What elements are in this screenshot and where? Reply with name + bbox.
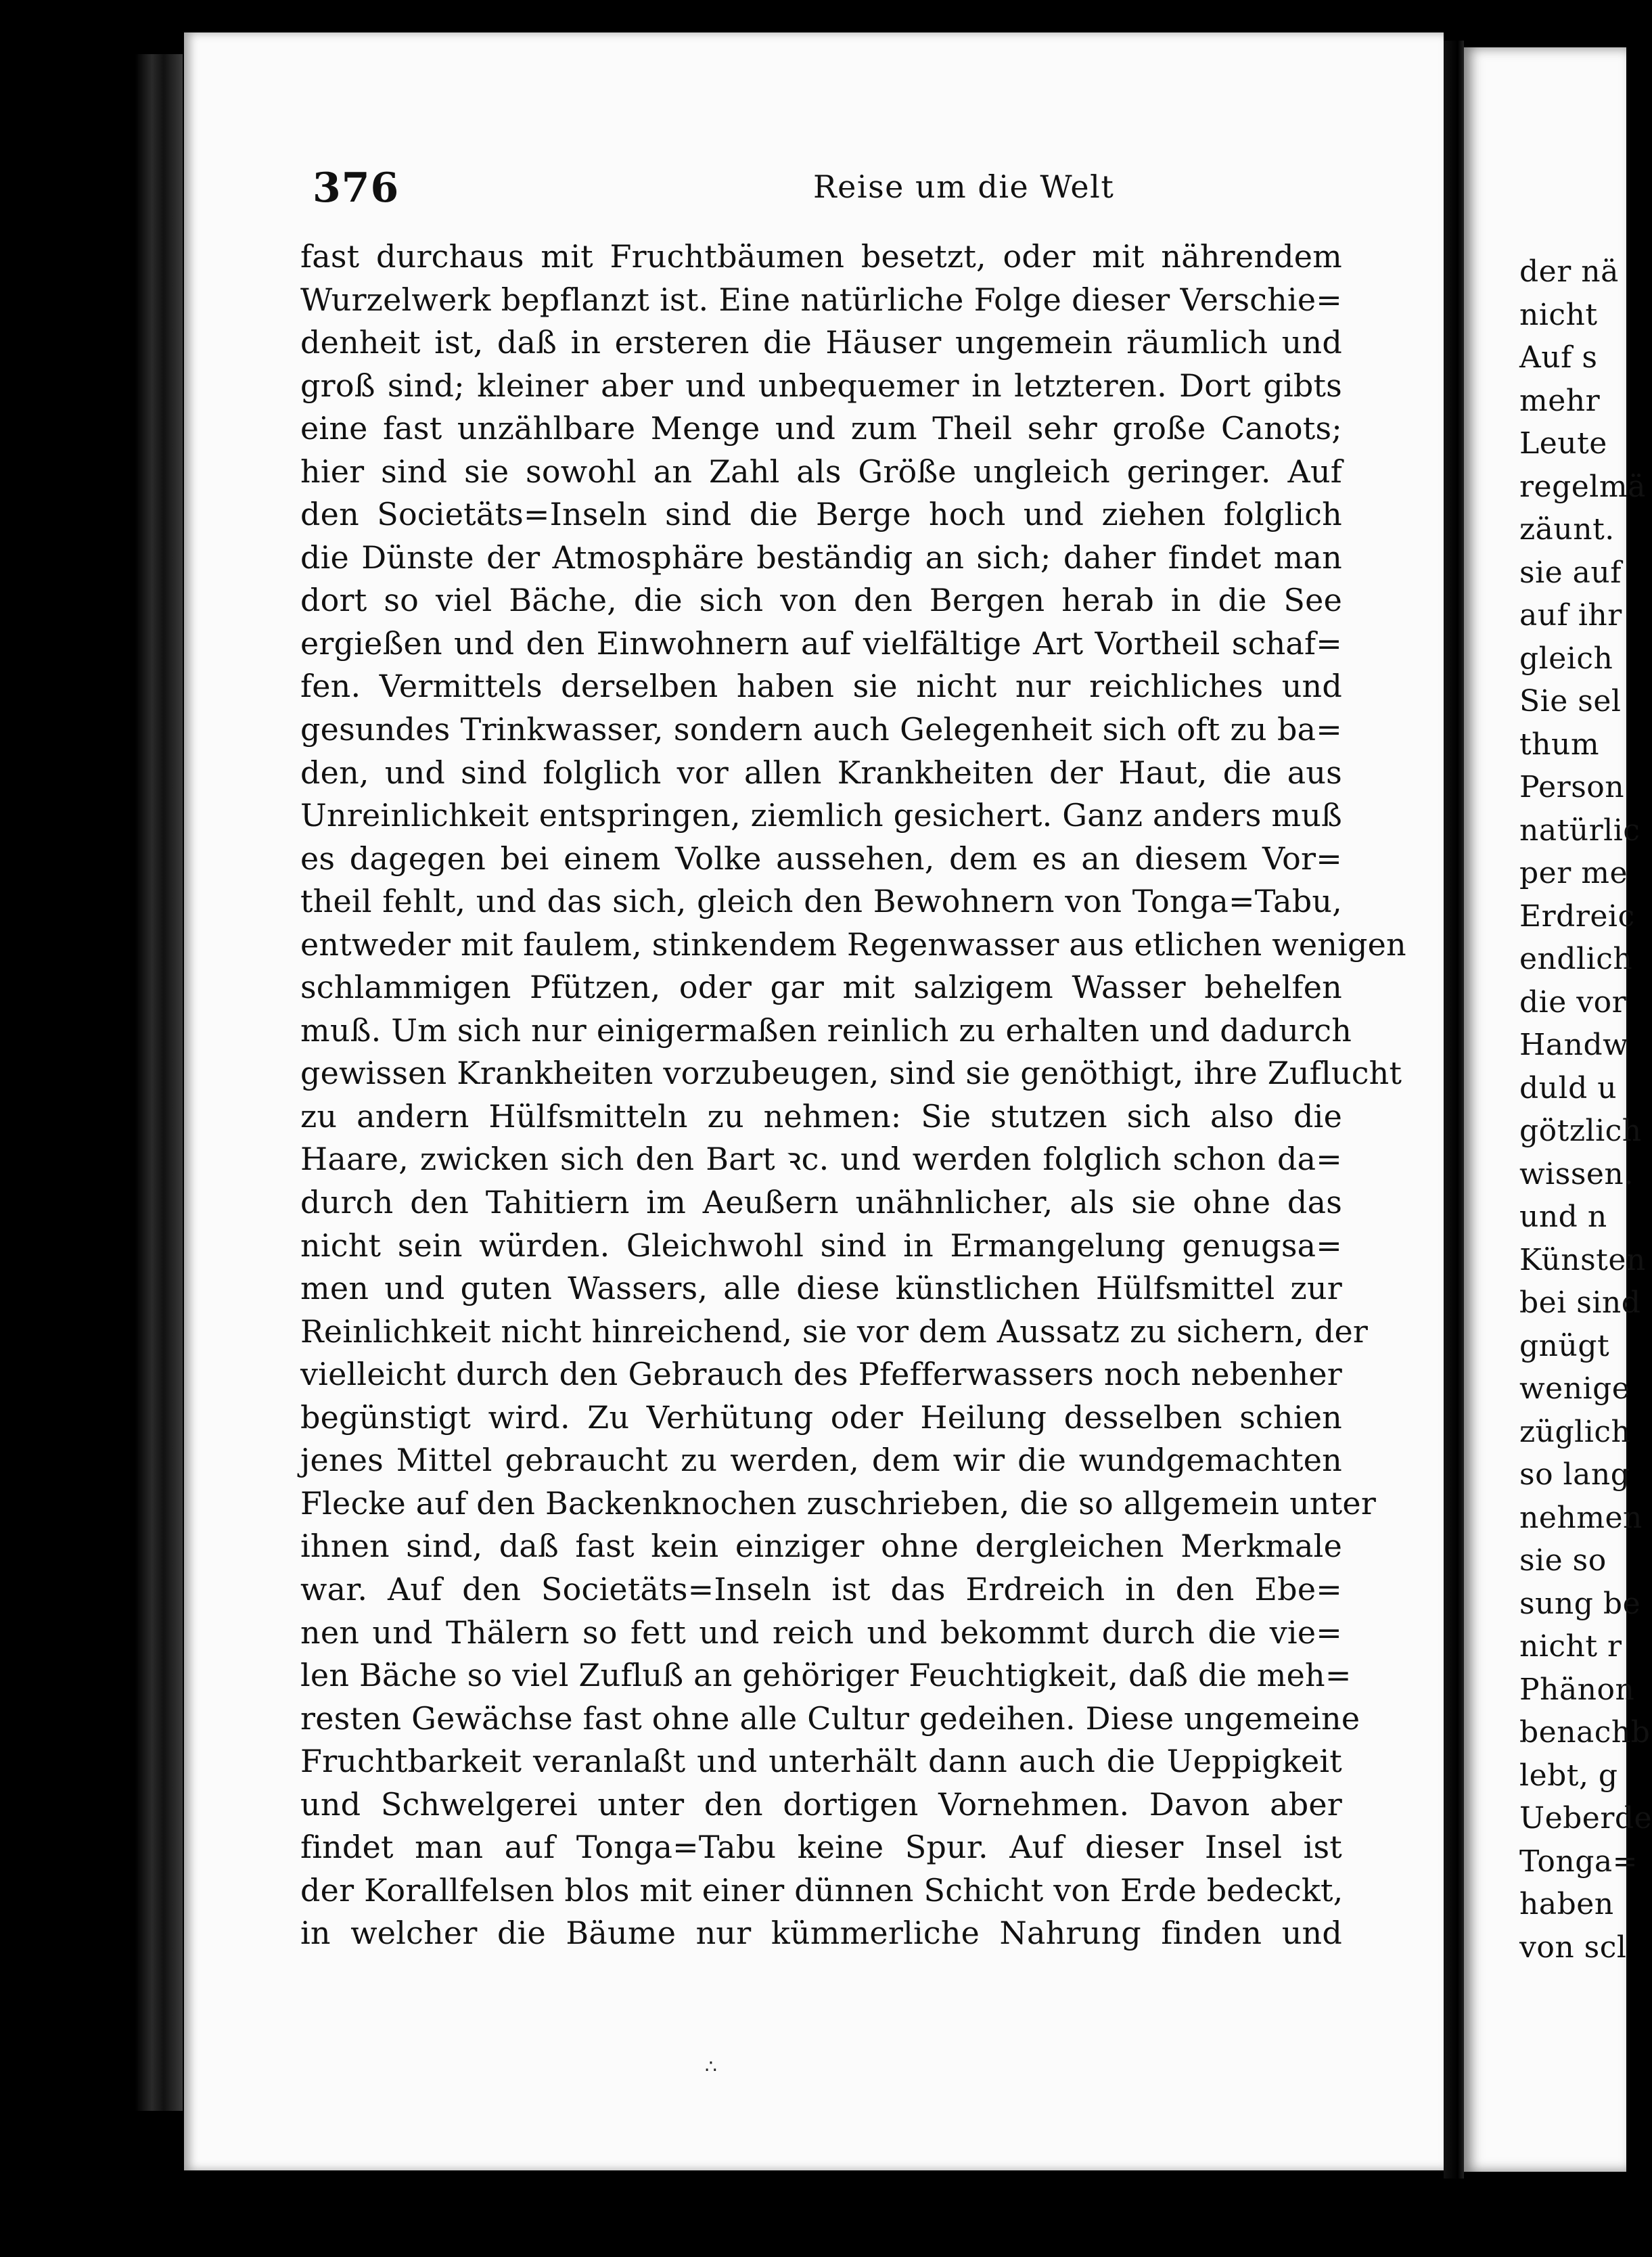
facing-text-line: Leute [1519,426,1607,461]
facing-text-line: sung be [1519,1586,1641,1621]
text-line: denheit ist, daß in ersteren die Häuser ungemein räumlich und [300,324,1342,361]
text-line: fast durchaus mit Fruchtbäumen besetzt, oder mit nährendem [300,238,1342,275]
text-line: gewissen Krankheiten vorzubeugen, sind sie genöthigt, ihre Zuflucht [300,1055,1402,1092]
facing-text-line: gnügt [1519,1328,1610,1363]
text-line: dort so viel Bäche, die sich von den Bergen herab in die See [300,582,1342,619]
facing-text-line: Auf s [1519,340,1598,375]
facing-text-line: Sie sel [1519,684,1622,719]
text-line: zu andern Hülfsmitteln zu nehmen: Sie stutzen sich also die [300,1097,1342,1135]
text-line: den Societäts=Inseln sind die Berge hoch und ziehen folglich [300,496,1342,533]
text-line: Unreinlichkeit entspringen, ziemlich gesichert. Ganz anders muß [300,797,1342,834]
text-line: theil fehlt, und das sich, gleich den Bewohnern von Tonga=Tabu, [300,883,1342,920]
facing-text-line: haben [1519,1887,1614,1921]
facing-text-line: bei sind [1519,1285,1641,1320]
facing-text-line: lebt, g [1519,1758,1618,1793]
text-line: nicht sein würden. Gleichwohl sind in Ermangelung genugsa= [300,1227,1342,1264]
text-line: Haare, zwicken sich den Bart ꝛc. und werden folglich schon da= [300,1141,1342,1178]
body-text [300,235,1406,1955]
text-line: die Dünste der Atmosphäre beständig an sich; daher findet man [300,539,1342,576]
facing-text-line: gleich [1519,641,1613,676]
facing-text-line: Phänon [1519,1672,1635,1707]
facing-text-line: züglich [1519,1414,1631,1449]
text-line: war. Auf den Societäts=Inseln ist das Erdreich in den Ebe= [300,1570,1342,1608]
ink-speck: ∴ [705,2055,717,2078]
text-line: ihnen sind, daß fast kein einziger ohne dergleichen Merkmale [300,1528,1342,1565]
running-title: Reise um die Welt [813,168,1115,205]
book-spine-edge [135,54,183,2111]
facing-text-line: regelmä [1519,469,1646,504]
facing-text-line: sie so [1519,1543,1607,1578]
facing-text-line: sie auf [1519,555,1622,590]
text-line: nen und Thälern so fett und reich und bekommt durch die vie= [300,1614,1342,1651]
text-line: Wurzelwerk bepflanzt ist. Eine natürliche Folge dieser Verschie= [300,281,1342,318]
text-line: den, und sind folglich vor allen Krankheiten der Haut, die aus [300,754,1342,791]
facing-text-line: zäunt. [1519,512,1615,547]
text-line: findet man auf Tonga=Tabu keine Spur. Auf dieser Insel ist [300,1829,1342,1866]
facing-text-line: und n [1519,1200,1607,1234]
facing-page [1464,47,1652,2172]
facing-text-line: nicht [1519,297,1598,332]
facing-text-line: duld u [1519,1070,1617,1105]
book-page [184,32,1444,2170]
text-line: es dagegen bei einem Volke aussehen, dem es an diesem Vor= [300,840,1342,877]
facing-text-line: nehmen [1519,1500,1643,1535]
text-line: der Korallfelsen blos mit einer dünnen Schicht von Erde bedeckt, [300,1871,1344,1909]
facing-text-line: benachb [1519,1715,1651,1750]
text-line: und Schwelgerei unter den dortigen Vornehmen. Davon aber [300,1785,1342,1823]
text-line: entweder mit faulem, stinkendem Regenwasser aus etlichen wenigen [300,926,1406,963]
text-line: eine fast unzählbare Menge und zum Theil sehr große Canots; [300,410,1342,447]
text-line: begünstigt wird. Zu Verhütung oder Heilung desselben schien [300,1398,1342,1436]
facing-text-line: wissen. [1519,1156,1634,1191]
facing-text-line: thum [1519,727,1600,762]
facing-page-text [1519,250,1652,1969]
facing-text-line: nicht r [1519,1629,1622,1664]
facing-text-line: der nä [1519,254,1619,289]
facing-text-line: mehr [1519,383,1601,418]
text-line: vielleicht durch den Gebrauch des Pfefferwassers noch nebenher [300,1356,1342,1393]
text-line: fen. Vermittels derselben haben sie nicht nur reichliches und [300,668,1342,705]
text-line: Fruchtbarkeit veranlaßt und unterhält dann auch die Ueppigkeit [300,1743,1342,1780]
facing-text-line: Handw [1519,1028,1629,1062]
facing-text-line: so lang [1519,1457,1630,1492]
text-line: resten Gewächse fast ohne alle Cultur gedeihen. Diese ungemeine [300,1700,1360,1737]
book-gutter [1444,41,1464,2179]
text-line: jenes Mittel gebraucht zu werden, dem wir die wundgemachten [300,1442,1342,1479]
page-number: 376 [313,164,400,212]
facing-text-line: Künsten [1519,1242,1646,1277]
page-header [313,164,1530,219]
text-line: men und guten Wassers, alle diese künstlichen Hülfsmittel zur [300,1270,1342,1307]
text-line: durch den Tahitiern im Aeußern unähnlicher, als sie ohne das [300,1184,1342,1221]
text-line: hier sind sie sowohl an Zahl als Größe ungleich geringer. Auf [300,453,1342,490]
facing-text-line: Erdreic [1519,898,1635,934]
facing-text-line: natürlic [1519,813,1640,848]
facing-text-line: götzlich [1519,1114,1642,1148]
facing-text-line: die vor [1519,984,1627,1020]
facing-text-line: Tonga= [1519,1844,1638,1879]
text-line: Reinlichkeit nicht hinreichend, sie vor dem Aussatz zu sichern, der [300,1313,1369,1350]
facing-text-line: Ueberde [1519,1801,1652,1836]
facing-text-line: per me [1519,856,1628,890]
text-line: muß. Um sich nur einigermaßen reinlich zu erhalten und dadurch [300,1011,1352,1049]
text-line: schlammigen Pfützen, oder gar mit salzigem Wasser behelfen [300,969,1342,1006]
text-line: groß sind; kleiner aber und unbequemer in letzteren. Dort gibts [300,367,1342,404]
text-line: Flecke auf den Backenknochen zuschrieben, die so allgemein unter [300,1484,1377,1522]
text-line: ergießen und den Einwohnern auf vielfältige Art Vortheil schaf= [300,624,1342,662]
text-line: gesundes Trinkwasser, sondern auch Gelegenheit sich oft zu ba= [300,711,1342,748]
facing-text-line: von scl [1519,1930,1627,1965]
facing-text-line: wenige [1519,1371,1630,1406]
text-line: len Bäche so viel Zufluß an gehöriger Feuchtigkeit, daß die meh= [300,1657,1352,1694]
facing-text-line: endlich [1519,942,1633,976]
text-line: in welcher die Bäume nur kümmerliche Nahrung finden und [300,1915,1342,1952]
facing-text-line: auf ihr [1519,598,1622,633]
facing-text-line: Person [1519,770,1625,804]
